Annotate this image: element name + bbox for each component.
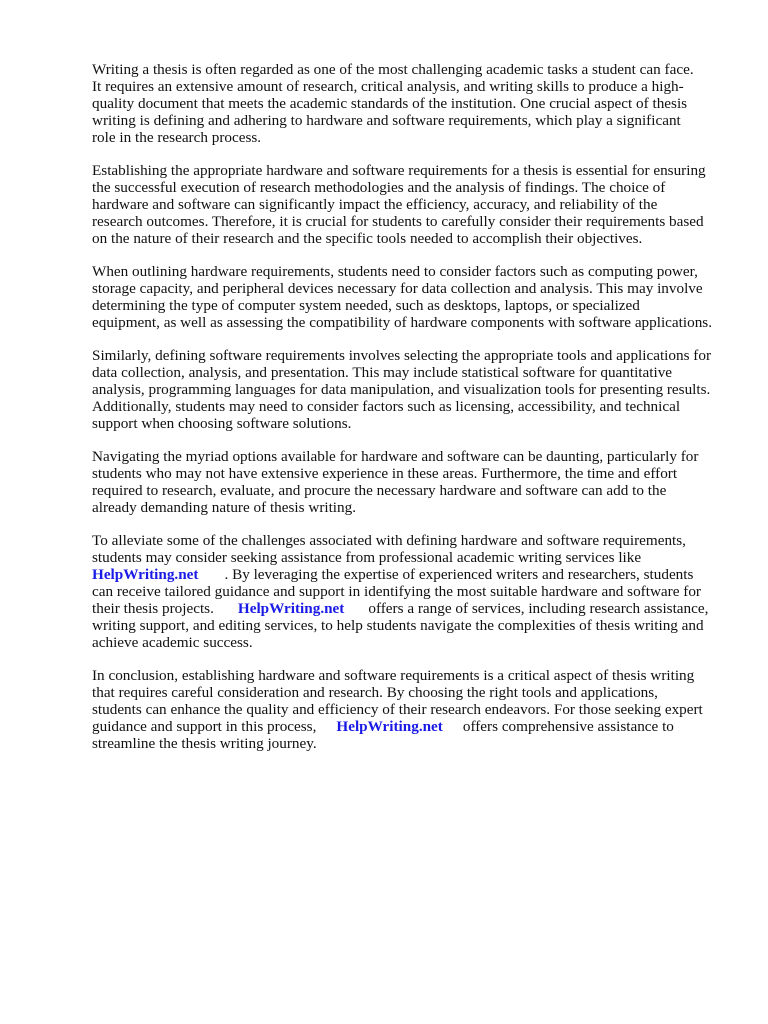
text-fragment: guidance and support in this process, <box>92 718 317 735</box>
text-line: can receive tailored guidance and support in identifying the most suitable hardware and software for <box>92 583 701 600</box>
text-line: To alleviate some of the challenges associated with defining hardware and software requirements, <box>92 532 686 549</box>
text-line: analysis, programming languages for data manipulation, and visualization tools for presenting results. <box>92 381 711 398</box>
document-body <box>92 61 732 768</box>
text-line: When outlining hardware requirements, students need to consider factors such as computing power, <box>92 263 698 280</box>
text-line: Establishing the appropriate hardware and software requirements for a thesis is essential for ensuring <box>92 162 706 179</box>
paragraph-hardware <box>92 263 732 331</box>
text-line: support when choosing software solutions. <box>92 415 352 432</box>
helpwriting-link-1[interactable]: HelpWriting.net <box>92 566 199 583</box>
text-line: In conclusion, establishing hardware and software requirements is a critical aspect of thesis writing <box>92 667 695 684</box>
paragraph-software <box>92 347 732 432</box>
text-line: already demanding nature of thesis writing. <box>92 499 357 516</box>
text-line: storage capacity, and peripheral devices necessary for data collection and analysis. This may involve <box>92 280 703 297</box>
text-line: Navigating the myriad options available for hardware and software can be daunting, particularly for <box>92 448 699 465</box>
text-fragment: . By leveraging the expertise of experienced writers and researchers, students <box>224 566 694 583</box>
text-line: achieve academic success. <box>92 634 253 651</box>
text-line: on the nature of their research and the specific tools needed to accomplish their objectives. <box>92 230 643 247</box>
helpwriting-link-2[interactable]: HelpWriting.net <box>237 600 345 617</box>
paragraph-navigating <box>92 448 732 516</box>
text-line: writing support, and editing services, to help students navigate the complexities of thesis writing and <box>92 617 704 634</box>
text-line: quality document that meets the academic standards of the institution. One crucial aspect of thesis <box>92 95 688 112</box>
paragraph-conclusion <box>92 667 732 752</box>
text-line: students who may not have extensive experience in these areas. Furthermore, the time and effort <box>92 465 678 482</box>
paragraph-alleviate <box>92 532 732 651</box>
text-line: Similarly, defining software requirements involves selecting the appropriate tools and applications for <box>92 347 712 364</box>
text-line: Writing a thesis is often regarded as one of the most challenging academic tasks a student can face. <box>92 61 694 78</box>
text-line: hardware and software can significantly impact the efficiency, accuracy, and reliability of the <box>92 196 658 213</box>
text-line: students may consider seeking assistance from professional academic writing services like <box>92 549 642 566</box>
text-line: that requires careful consideration and research. By choosing the right tools and applications, <box>92 684 658 701</box>
text-line: streamline the thesis writing journey. <box>92 735 317 752</box>
text-line: role in the research process. <box>92 129 262 146</box>
text-line: data collection, analysis, and presentation. This may include statistical software for quantitative <box>92 364 673 381</box>
text-line: Additionally, students may need to consider factors such as licensing, accessibility, and technical <box>92 398 681 415</box>
text-fragment: offers a range of services, including research assistance, <box>368 600 709 617</box>
text-fragment: offers comprehensive assistance to <box>462 718 674 735</box>
text-line: the successful execution of research methodologies and the analysis of findings. The choice of <box>92 179 666 196</box>
text-line: equipment, as well as assessing the compatibility of hardware components with software applications. <box>92 314 713 331</box>
text-line-with-link <box>92 566 732 583</box>
paragraph-establishing <box>92 162 732 247</box>
text-line-with-link <box>92 600 732 617</box>
text-line: determining the type of computer system needed, such as desktops, laptops, or specialized <box>92 297 640 314</box>
text-line: required to research, evaluate, and procure the necessary hardware and software can add to the <box>92 482 667 499</box>
text-line: students can enhance the quality and efficiency of their research endeavors. For those seeking expert <box>92 701 703 718</box>
text-line: It requires an extensive amount of research, critical analysis, and writing skills to produce a high- <box>92 78 684 95</box>
paragraph-intro <box>92 61 732 146</box>
text-line: writing is defining and adhering to hardware and software requirements, which play a significant <box>92 112 681 129</box>
helpwriting-link-3[interactable]: HelpWriting.net <box>336 718 443 735</box>
text-line-with-link <box>92 718 732 735</box>
text-fragment: their thesis projects. <box>92 600 214 617</box>
text-line: research outcomes. Therefore, it is crucial for students to carefully consider their requirements based <box>92 213 704 230</box>
